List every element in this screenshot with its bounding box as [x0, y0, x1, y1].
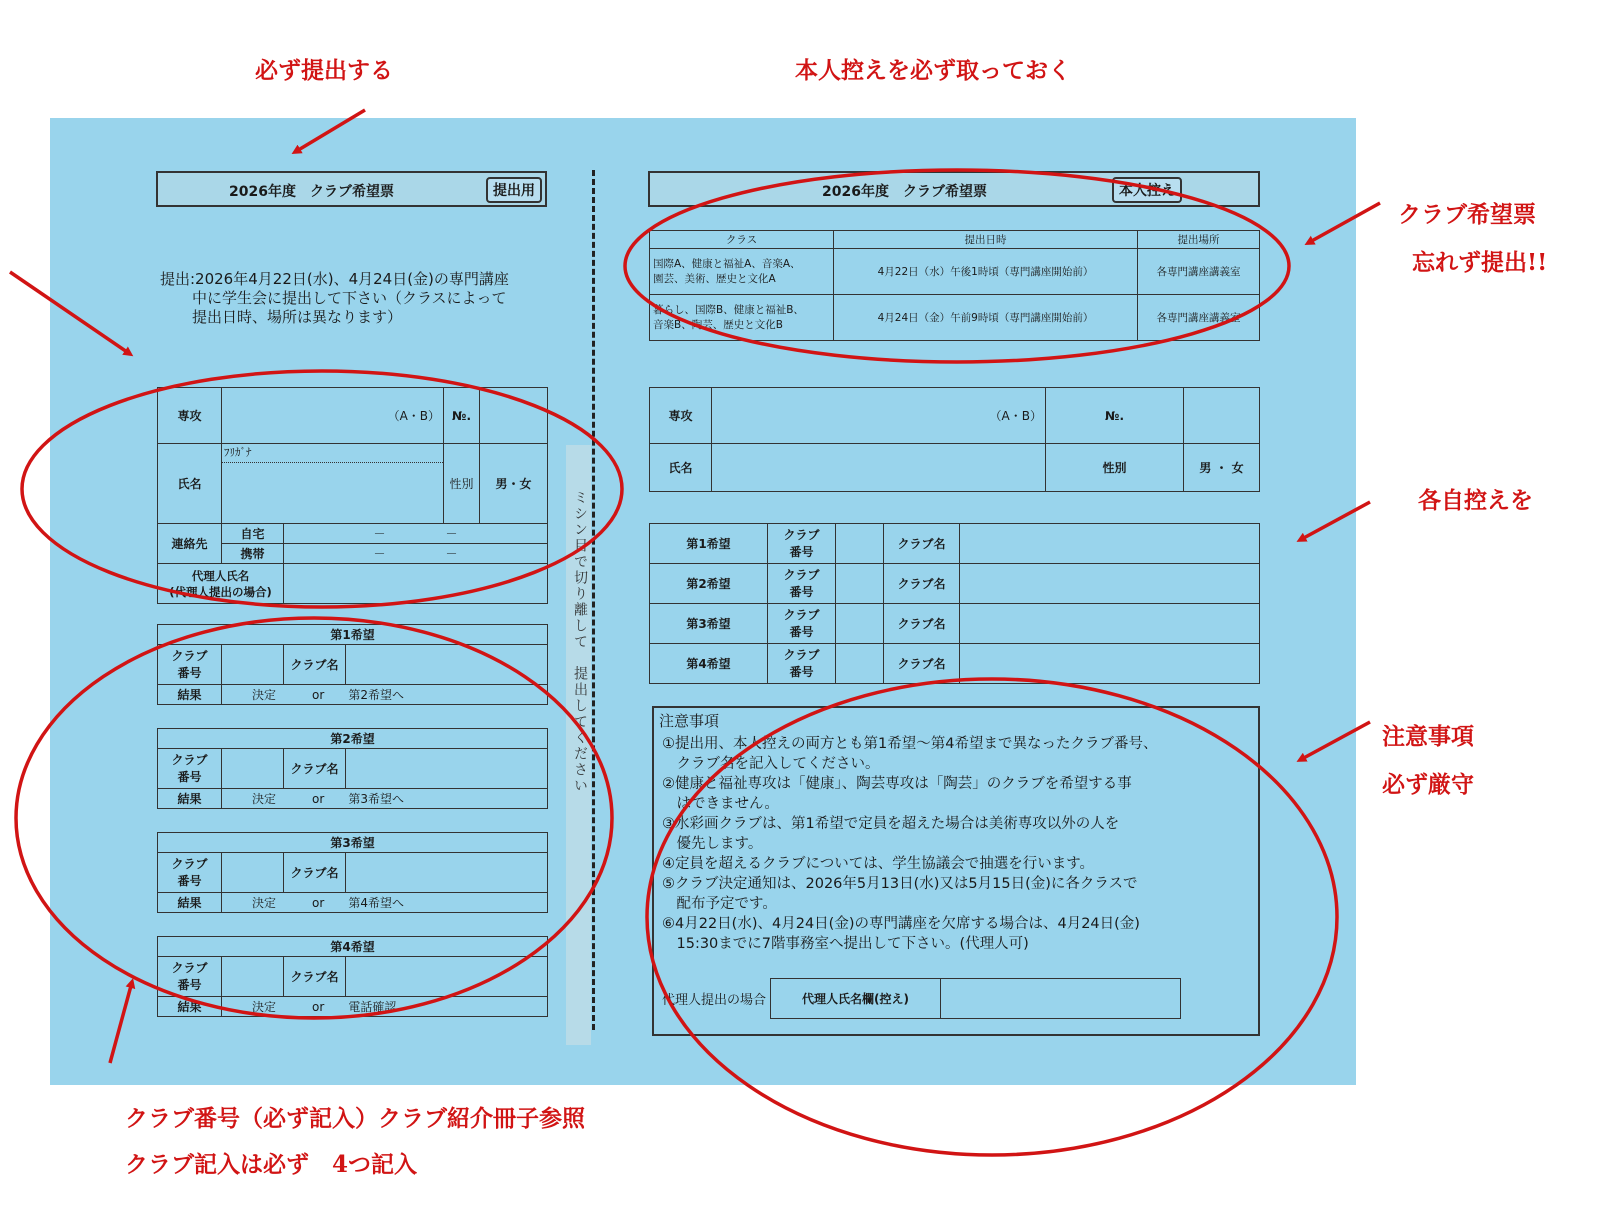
choice-3-result-field: 決定 or 第4希望へ — [222, 893, 548, 913]
schedule-row-2-place: 各専門講座講義室 — [1138, 295, 1260, 341]
note-line-7: ④定員を超えるクラブについては、学生協議会で抽選を行います。 — [662, 856, 1095, 872]
highlight-ellipse-personal-info — [22, 371, 622, 607]
right-major-label: 専攻 — [650, 388, 712, 444]
note-line-9: 配布予定です。 — [662, 896, 777, 912]
name-label: 氏名 — [158, 444, 222, 524]
right-choice-2-club-name-label: クラブ名 — [884, 564, 960, 604]
left-form-title: 2026年度 クラブ希望票 — [229, 184, 394, 200]
note-line-1: ①提出用、本人控えの両方とも第1希望～第4希望まで異なったクラブ番号、 — [662, 736, 1158, 752]
choice-1-result-label: 結果 — [158, 685, 222, 705]
proxy-case-label: 代理人提出の場合 — [662, 993, 767, 1008]
annotation-four-entries: クラブ記入は必ず 4つ記入 — [125, 1151, 418, 1178]
arrow-submit-icon — [295, 110, 365, 152]
choice-1-number-label: クラブ 番号 — [158, 645, 222, 685]
right-gender-field[interactable]: 男 ・ 女 — [1184, 444, 1260, 492]
furigana-label: ﾌﾘｶﾞﾅ — [222, 444, 443, 463]
note-line-2: クラブ名を記入してください。 — [662, 756, 880, 772]
instruction-line-1: 提出:2026年4月22日(水)、4月24日(金)の専門講座 — [160, 270, 509, 288]
arrow-notes-icon — [1300, 722, 1370, 760]
annotation-keep-copy: 本人控えを必ず取っておく — [795, 57, 1071, 84]
contact-label: 連絡先 — [158, 524, 222, 564]
choice-2-result-field: 決定 or 第3希望へ — [222, 789, 548, 809]
right-choice-3-club-name-label: クラブ名 — [884, 604, 960, 644]
highlight-ellipse-notes — [647, 679, 1337, 1155]
right-form-title: 2026年度 クラブ希望票 — [822, 184, 987, 200]
choice-4-club-name-label: クラブ名 — [284, 957, 346, 997]
note-line-11: 15:30までに7階事務室へ提出して下さい。(代理人可) — [662, 936, 1029, 952]
choice-2-result-label: 結果 — [158, 789, 222, 809]
mobile-label: 携帯 — [222, 544, 284, 564]
choice-4-result-field: 決定 or 電話確認 — [222, 997, 548, 1017]
right-choice-2-title: 第2希望 — [650, 564, 768, 604]
note-line-5: ③水彩画クラブは、第1希望で定員を超えた場合は美術専攻以外の人を — [662, 816, 1120, 832]
schedule-header-time: 提出日時 — [834, 231, 1138, 249]
notes-title: 注意事項 — [659, 712, 720, 730]
right-choice-3-title: 第3希望 — [650, 604, 768, 644]
note-line-3: ②健康と福祉専攻は「健康」、陶芸専攻は「陶芸」のクラブを希望する事 — [662, 776, 1132, 792]
choice-1-club-name-label: クラブ名 — [284, 645, 346, 685]
choice-1-title: 第1希望 — [158, 625, 548, 645]
right-choice-1-title: 第1希望 — [650, 524, 768, 564]
choice-4-title: 第4希望 — [158, 937, 548, 957]
proxy-name-label: 代理人氏名 (代理人提出の場合) — [158, 564, 284, 604]
home-label: 自宅 — [222, 524, 284, 544]
right-choice-4-number-label: クラブ 番号 — [768, 644, 836, 684]
right-choice-3-number-label: クラブ 番号 — [768, 604, 836, 644]
arrow-club-number-icon — [110, 982, 132, 1063]
choice-3-number-label: クラブ 番号 — [158, 853, 222, 893]
ab-option: （A・B） — [387, 409, 441, 423]
schedule-header-place: 提出場所 — [1138, 231, 1260, 249]
annotation-each-copy: 各自控えを — [1418, 487, 1533, 514]
right-choice-1-number-label: クラブ 番号 — [768, 524, 836, 564]
right-choice-4-title: 第4希望 — [650, 644, 768, 684]
choice-2-number-label: クラブ 番号 — [158, 749, 222, 789]
schedule-row-1-place: 各専門講座講義室 — [1138, 249, 1260, 295]
right-no-label: №. — [1046, 388, 1184, 444]
arrow-each-copy-icon — [1300, 502, 1370, 540]
major-label: 専攻 — [158, 388, 222, 444]
choice-3-title: 第3希望 — [158, 833, 548, 853]
choice-4-number-label: クラブ 番号 — [158, 957, 222, 997]
arrow-club-form-icon — [1308, 203, 1380, 243]
choice-2-club-name-label: クラブ名 — [284, 749, 346, 789]
annotation-notes: 注意事項 — [1382, 723, 1474, 750]
right-gender-label: 性別 — [1046, 444, 1184, 492]
no-label: №. — [444, 388, 480, 444]
right-major-field[interactable]: （A・B） — [712, 388, 1046, 444]
gender-label: 性別 — [444, 444, 480, 524]
right-choice-4-club-name-label: クラブ名 — [884, 644, 960, 684]
mobile-phone-field[interactable]: － － — [284, 544, 548, 564]
annotation-club-number: クラブ番号（必ず記入）クラブ紹介冊子参照 — [125, 1105, 585, 1132]
choice-2-title: 第2希望 — [158, 729, 548, 749]
perforation-instruction: ミシン目で切り離して 提出してください — [572, 490, 588, 794]
schedule-row-1-time: 4月22日（水）午後1時頃（専門講座開始前） — [834, 249, 1138, 295]
choice-1-result-field: 決定 or 第2希望へ — [222, 685, 548, 705]
home-phone-field[interactable]: － － — [284, 524, 548, 544]
annotation-submit-reminder: 忘れず提出!! — [1412, 249, 1548, 276]
note-line-4: はできません。 — [662, 796, 779, 812]
choice-3-club-name-label: クラブ名 — [284, 853, 346, 893]
schedule-row-2-time: 4月24日（金）午前9時頃（専門講座開始前） — [834, 295, 1138, 341]
choice-4-result-label: 結果 — [158, 997, 222, 1017]
gender-field[interactable]: 男・女 — [480, 444, 548, 524]
submission-tag: 提出用 — [486, 177, 542, 203]
proxy-name-copy-label: 代理人氏名欄(控え) — [771, 979, 941, 1019]
highlight-ellipse-schedule — [625, 170, 1289, 362]
personal-copy-tag: 本人控え — [1112, 177, 1182, 203]
choice-3-result-label: 結果 — [158, 893, 222, 913]
note-line-6: 優先します。 — [662, 836, 763, 852]
highlight-ellipse-choices — [16, 618, 612, 1018]
schedule-row-1-class: 国際A、健康と福祉A、音楽A、 園芸、美術、歴史と文化A — [650, 249, 834, 295]
schedule-header-class: クラス — [650, 231, 834, 249]
annotation-submit: 必ず提出する — [255, 57, 393, 84]
right-name-label: 氏名 — [650, 444, 712, 492]
schedule-row-2-class: 暮らし、国際B、健康と福祉B、 音楽B、陶芸、歴史と文化B — [650, 295, 834, 341]
instruction-line-2: 中に学生会に提出して下さい（クラスによって — [192, 289, 507, 307]
right-choice-1-club-name-label: クラブ名 — [884, 524, 960, 564]
annotation-must-follow: 必ず厳守 — [1382, 771, 1474, 798]
arrow-left-instruction-icon — [10, 272, 130, 354]
instruction-line-3: 提出日時、場所は異なります） — [192, 308, 403, 326]
annotation-club-form: クラブ希望票 — [1398, 201, 1536, 228]
right-choice-2-number-label: クラブ 番号 — [768, 564, 836, 604]
note-line-10: ⑥4月22日(水)、4月24日(金)の専門講座を欠席する場合は、4月24日(金) — [662, 916, 1140, 932]
note-line-8: ⑤クラブ決定通知は、2026年5月13日(水)又は5月15日(金)に各クラスで — [662, 876, 1138, 892]
